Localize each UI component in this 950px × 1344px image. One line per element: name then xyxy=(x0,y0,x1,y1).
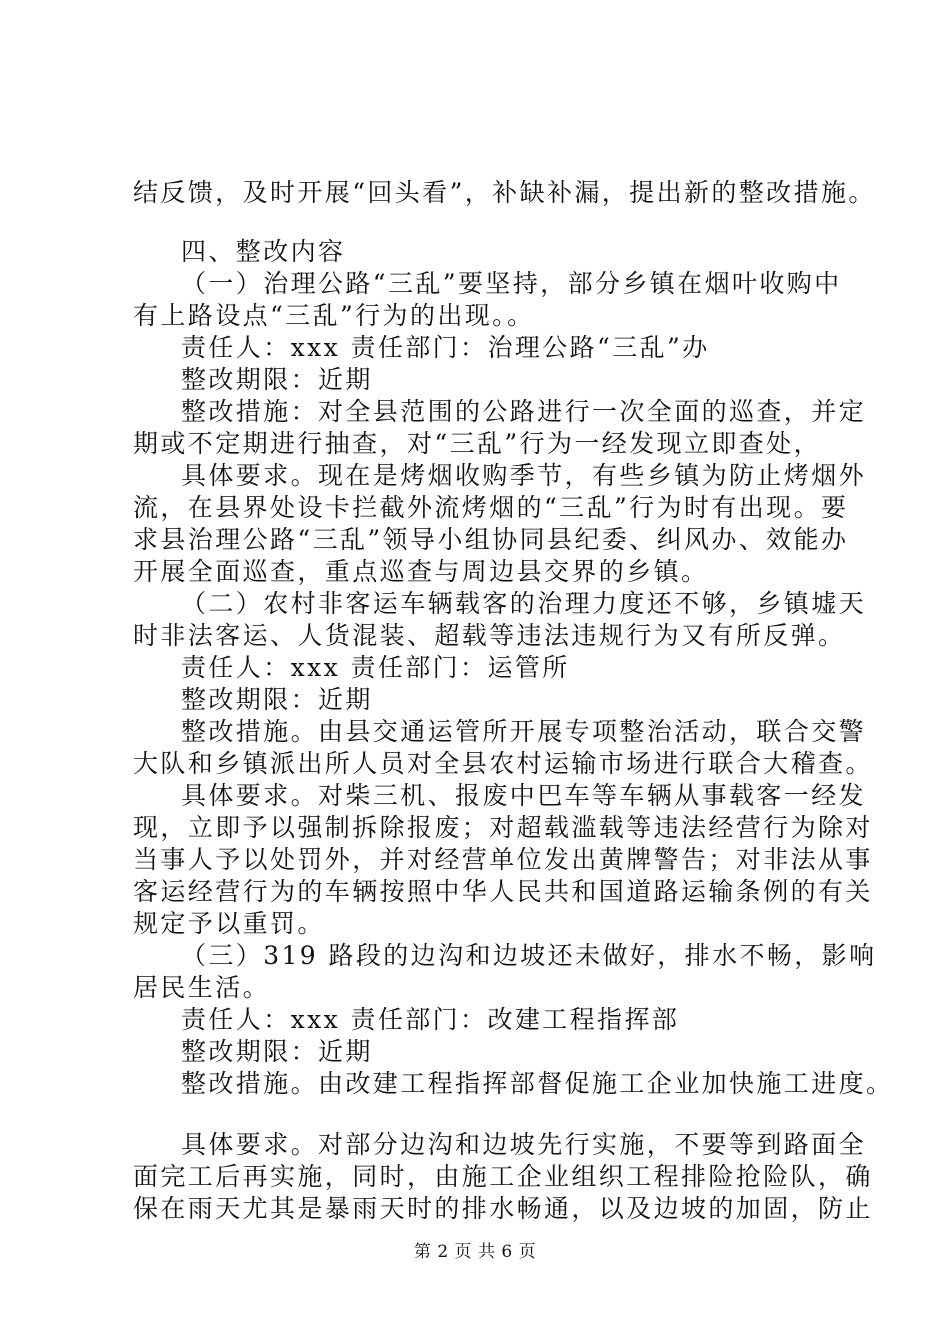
text-line: 当事人予以处罚外，并对经营单位发出黄牌警告；对非法从事 xyxy=(133,845,873,874)
text-line: （二）农村非客运车辆载客的治理力度还不够，乡镇墟天 xyxy=(181,589,867,618)
text-line: 具体要求。对柴三机、报废中巴车等车辆从事载客一经发 xyxy=(181,781,867,810)
text-line: 结反馈，及时开展“回头看”，补缺补漏，提出新的整改措施。 xyxy=(133,178,876,207)
text-line: 流，在县界处设卡拦截外流烤烟的“三乱”行为时有出现。要 xyxy=(133,493,849,522)
text-line: 整改期限：近期 xyxy=(181,685,373,714)
text-line: 责任人：xxx 责任部门：运管所 xyxy=(181,653,570,682)
text-line: 开展全面巡查，重点巡查与周边县交界的乡镇。 xyxy=(133,557,709,586)
page-footer: 第 2 页 共 6 页 xyxy=(413,1242,537,1262)
text-line: 责任人：xxx 责任部门：治理公路“三乱”办 xyxy=(181,333,710,362)
text-line: 现，立即予以强制拆除报废；对超载滥载等违法经营行为除对 xyxy=(133,813,873,842)
text-line: 具体要求。现在是烤烟收购季节，有些乡镇为防止烤烟外 xyxy=(181,461,867,490)
text-line: 求县治理公路“三乱”领导小组协同县纪委、纠风办、效能办 xyxy=(133,525,849,554)
text-line: 整改措施。由县交通运管所开展专项整治活动，联合交警 xyxy=(181,717,867,746)
text-line: 面完工后再实施，同时，由施工企业组织工程排险抢险队，确 xyxy=(133,1162,873,1191)
section-heading: 四、整改内容 xyxy=(181,237,346,266)
text-line: （三）319 路段的边沟和边坡还未做好，排水不畅，影响 xyxy=(181,941,877,970)
text-line: 客运经营行为的车辆按照中华人民共和国道路运输条例的有关 xyxy=(133,877,873,906)
text-line: 时非法客运、人货混装、超载等违法违规行为又有所反弹。 xyxy=(133,621,846,650)
text-line: 有上路设点“三乱”行为的出现。。 xyxy=(133,301,535,330)
text-line: 大队和乡镇派出所人员对全县农村运输市场进行联合大稽查。 xyxy=(133,749,873,778)
text-line: 期或不定期进行抽查，对“三乱”行为一经发现立即查处， xyxy=(133,429,821,458)
text-line: 整改期限：近期 xyxy=(181,1037,373,1066)
text-line: 责任人：xxx 责任部门：改建工程指挥部 xyxy=(181,1005,680,1034)
text-line: 具体要求。对部分边沟和边坡先行实施，不要等到路面全 xyxy=(181,1130,867,1159)
text-line: 整改措施。由改建工程指挥部督促施工企业加快施工进度。 xyxy=(181,1069,894,1098)
text-line: （一）治理公路“三乱”要坚持，部分乡镇在烟叶收购中 xyxy=(181,269,842,298)
text-line: 居民生活。 xyxy=(133,973,271,1002)
text-line: 整改措施：对全县范围的公路进行一次全面的巡查，并定 xyxy=(181,397,867,426)
text-line: 整改期限：近期 xyxy=(181,365,373,394)
text-line: 规定予以重罚。 xyxy=(133,909,325,938)
text-line: 保在雨天尤其是暴雨天时的排水畅通，以及边坡的加固，防止 xyxy=(133,1194,873,1223)
